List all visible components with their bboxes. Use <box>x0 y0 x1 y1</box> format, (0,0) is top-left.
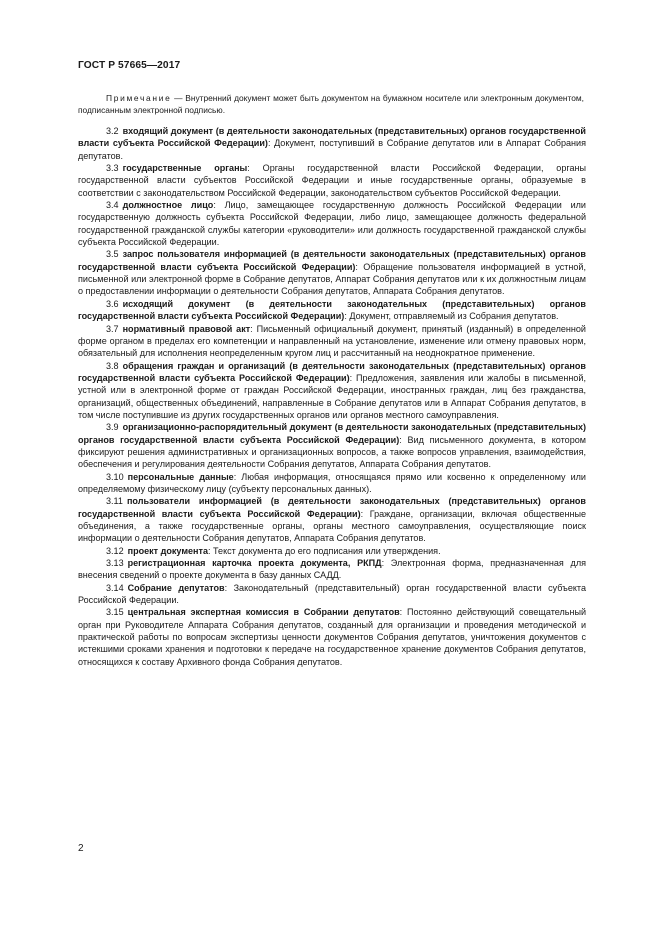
definition-text: : Вид письменного документа, в котором фиксируют решения административных и организационных вопросов, а также вопросов управления, взаимодействия, обеспечения и регулирования деятельности Собрания депутатов, Аппарата Собрания депутатов. <box>78 434 586 470</box>
definition-term: регистрационная карточка проекта документа, РКПД <box>127 558 382 569</box>
definition-item <box>78 545 586 557</box>
definition-item <box>78 582 586 607</box>
definition-number: 3.14 <box>106 582 124 593</box>
definition-text: : Органы государственной власти Российской Федерации, органы государственной власти субъектов Российской Федерации и иные государственные органы, образуемые в соответствии с законодательством Российской Федерации, законодательством субъектов Российской Федерации. <box>78 163 586 198</box>
definition-text: : Электронная форма, предназначенная для внесения сведений о проекте документа в базу данных САДД. <box>78 558 586 581</box>
definition-item <box>78 323 586 360</box>
definition-text: : Текст документа до его подписания или утверждения. <box>208 545 441 556</box>
definition-text: : Предложения, заявления или жалобы в письменной, устной или в электронной форме от граждан Российской Федерации, иностранных граждан, лиц без гражданства, организаций, общественных объединений, направленные в Собрание депутатов или в Аппарат Собрания депутатов, в том числе поступившие из других государственных органов или органов местного самоуправления. <box>78 372 586 420</box>
definition-term: обращения граждан и организаций (в деятельности законодательных (представительных) органов государственной власти субъекта Российской Федерации) <box>78 360 586 383</box>
definition-number: 3.13 <box>106 558 124 569</box>
definition-item <box>78 298 586 323</box>
definitions-list <box>78 125 586 668</box>
definition-item <box>78 360 586 422</box>
definition-text: : Граждане, организации, включая общественные объединения, а также государственные органы, органы местного самоуправления, осуществляющие поиск информации о деятельности Собрания депутатов, Аппарата Собрания депутатов. <box>78 508 586 544</box>
definition-term: Собрание депутатов <box>127 582 225 593</box>
definition-number: 3.8 <box>106 360 119 371</box>
definition-term: исходящий документ (в деятельности законодательных (представительных) органов государственной власти субъекта Российской Федерации) <box>78 298 586 322</box>
definition-number: 3.10 <box>106 471 124 482</box>
definition-item <box>78 125 586 162</box>
definition-number: 3.4 <box>106 200 119 211</box>
definition-term: государственные органы <box>122 163 248 174</box>
definition-number: 3.7 <box>106 323 119 334</box>
definition-item <box>78 606 586 668</box>
definition-number: 3.5 <box>106 249 119 260</box>
definition-text: : Лицо, замещающее государственную должность Российской Федерации или государственную должность субъекта Российской Федерации, либо лицо, замещающее должность федеральной государственной гражданской службы категории «руководители» или должность государственной гражданской службы субъекта Российской Федерации. <box>78 200 586 248</box>
definition-text: : Законодательный (представительный) орган государственной власти субъекта Российской Федерации. <box>78 582 586 606</box>
definition-item <box>78 162 586 199</box>
definition-text: : Документ, отправляемый из Собрания депутатов. <box>344 311 559 322</box>
definition-item <box>78 557 586 582</box>
definition-number: 3.15 <box>106 607 124 618</box>
definition-number: 3.12 <box>106 545 124 556</box>
definition-term: пользователи информацией (в деятельности законодательных (представительных) органов государственной власти субъекта Российской Федерации) <box>78 496 586 519</box>
definition-term: организационно-распорядительный документ (в деятельности законодательных (представительных) органов государственной власти субъекта Российской Федерации) <box>78 422 586 445</box>
definition-text: : Любая информация, относящаяся прямо или косвенно к определенному или определяемому физическому лицу (субъекту персональных данных). <box>78 471 586 494</box>
definition-text: : Обращение пользователя информацией в устной, письменной или электронной форме в Собрание депутатов, Аппарат Собрания депутатов или к их должностным лицам о предоставлении информации о деятельности Собрания депутатов, Аппарата Собрания депутатов. <box>78 261 586 297</box>
definition-number: 3.11 <box>106 496 123 507</box>
definition-term: должностное лицо <box>122 200 214 211</box>
page-number: 2 <box>78 843 84 854</box>
definition-number: 3.2 <box>106 126 119 136</box>
definition-item <box>78 199 586 248</box>
definition-text: : Письменный официальный документ, принятый (изданный) в определенной форме органом в пределах его компетенции и направленный на установление, изменение или отмену правовых норм, обязательный для исполнения неопределенным кругом лиц и рассчитанный на неоднократное применение. <box>78 323 586 359</box>
definition-term: запрос пользователя информацией (в деятельности законодательных (представительных) органов государственной власти субъекта Российской Федерации) <box>78 249 586 272</box>
definition-text: : Постоянно действующий совещательный орган при Руководителе Аппарата Собрания депутатов, созданный для организации и проведения методической и практической работы по вопросам экспертизы ценности документов Собрания депутатов, уничтожения документов с истекшими сроками хранения и подготовки к передаче на государственное хранение документов Собрания депутатов, относящихся к составу Архивного фонда Собрания депутатов. <box>78 607 587 667</box>
definition-term: нормативный правовой акт <box>122 323 251 334</box>
note-text: — Внутренний документ может быть документом на бумажном носителе или электронным документом, подписанным электронной подписью. <box>78 93 584 116</box>
definition-item <box>78 421 586 470</box>
definition-number: 3.9 <box>106 422 119 433</box>
note-lead: Примечание <box>106 93 172 103</box>
definition-item <box>78 248 586 297</box>
definition-term: проект документа <box>127 545 208 556</box>
definition-number: 3.3 <box>106 163 119 174</box>
definition-text: : Документ, поступивший в Собрание депутатов или в Аппарат Собрания депутатов. <box>78 138 586 161</box>
note <box>78 92 584 117</box>
definition-item <box>78 495 586 544</box>
definition-term: центральная экспертная комиссия в Собрании депутатов <box>127 607 400 618</box>
definition-item <box>78 471 586 496</box>
definition-term: персональные данные <box>127 471 234 482</box>
standard-header: ГОСТ Р 57665—2017 <box>78 60 181 71</box>
definition-term: входящий документ (в деятельности законодательных (представительных) органов государственной власти субъекта Российской Федерации) <box>78 126 586 149</box>
definition-number: 3.6 <box>106 298 119 309</box>
